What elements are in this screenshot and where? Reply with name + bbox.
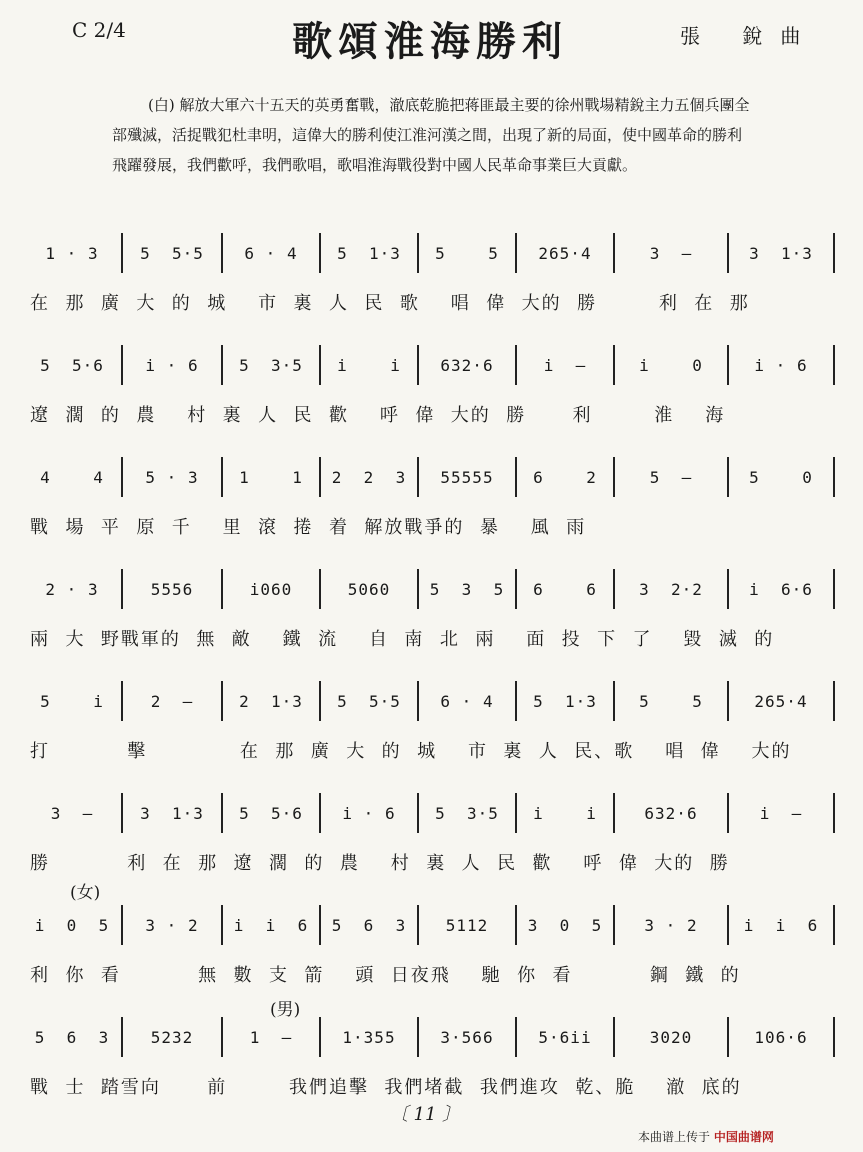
measure (732, 457, 830, 497)
page-number: 〔 11 〕 (389, 1104, 461, 1125)
barline (417, 793, 419, 833)
measure-notes: 265·4 (754, 691, 808, 711)
voice-label-female: (女) (70, 883, 101, 903)
footer (638, 1128, 774, 1145)
intro-text: (白) 解放大軍六十五天的英勇奮戰，澈底乾脆把蒋匪最主要的徐州戰場精銳主力五個兵團全部殲滅，活捉戰犯杜聿明，這偉大的勝利使江淮河漢之間，出現了新的局面，使中國革命的勝利飛躍發展，我們歡呼，我們歌唱，歌唱淮海戰役對中國人民革命事業巨大貢獻。 (112, 96, 750, 174)
measure (26, 569, 118, 609)
measure-notes: 265·4 (538, 243, 592, 263)
measure (520, 457, 610, 497)
measure-notes: 5 5·6 (40, 355, 104, 375)
measure (422, 793, 512, 833)
barline (515, 681, 517, 721)
barline (727, 569, 729, 609)
barline (727, 1017, 729, 1057)
measure-notes: i i 6 (233, 915, 309, 935)
key-signature: C 2/4 (72, 18, 126, 42)
barline (613, 905, 615, 945)
barline (417, 233, 419, 273)
measure-notes: 5 3·5 (435, 803, 499, 823)
barline (613, 233, 615, 273)
measure-notes: 5 6 3 (34, 1027, 110, 1047)
barline (121, 793, 123, 833)
barline (613, 793, 615, 833)
measure (26, 457, 118, 497)
barline (221, 793, 223, 833)
measure (520, 1017, 610, 1057)
lyrics-line: 戰 場 平 原 千 里 滾 捲 着 解放戰爭的 暴 風 雨 (30, 517, 587, 538)
barline (613, 569, 615, 609)
barline (319, 345, 321, 385)
page-title: 歌頌淮海勝利 (292, 18, 568, 65)
measure-notes: 6 6 (533, 579, 597, 599)
measure-notes: i 0 (639, 355, 703, 375)
barline (613, 457, 615, 497)
footer-brand: 中国曲谱网 (713, 1130, 774, 1144)
barline (515, 569, 517, 609)
barline (515, 1017, 517, 1057)
measure-notes: 5 5 (639, 691, 703, 711)
measure-notes: 5 3·5 (239, 355, 303, 375)
measure (618, 233, 724, 273)
barline (833, 905, 835, 945)
measure (226, 569, 316, 609)
measure (26, 905, 118, 945)
measure-notes: i · 6 (145, 355, 199, 375)
measure (324, 1017, 414, 1057)
barline (515, 905, 517, 945)
barline (515, 457, 517, 497)
measure-notes: i060 (249, 579, 293, 599)
barline (613, 681, 615, 721)
barline (727, 905, 729, 945)
barline (319, 233, 321, 273)
measure-notes: 3020 (649, 1027, 693, 1047)
measure (422, 569, 512, 609)
measure-notes: 3 · 2 (145, 915, 199, 935)
barline (515, 793, 517, 833)
barline (121, 457, 123, 497)
measure (618, 905, 724, 945)
lyrics-line: 在 那 廣 大 的 城 市 裏 人 民 歌 唱 偉 大的 勝 利 在 那 (30, 293, 750, 314)
measure (324, 457, 414, 497)
measure (226, 793, 316, 833)
barline (727, 345, 729, 385)
measure-notes: 3 1·3 (749, 243, 813, 263)
measure (324, 569, 414, 609)
measure (618, 457, 724, 497)
measure-notes: 55555 (440, 467, 494, 487)
measure-notes: 6 2 (533, 467, 597, 487)
barline (833, 1017, 835, 1057)
measure (126, 793, 218, 833)
measure (520, 345, 610, 385)
measure (126, 345, 218, 385)
measure (126, 905, 218, 945)
barline (515, 233, 517, 273)
barline (515, 345, 517, 385)
barline (221, 681, 223, 721)
measure-notes: 5 i (40, 691, 104, 711)
barline (121, 681, 123, 721)
measure-notes: 5 1·3 (337, 243, 401, 263)
measure-notes: 3 — (649, 243, 693, 263)
barline (319, 457, 321, 497)
barline (221, 905, 223, 945)
barline (121, 345, 123, 385)
measure-notes: 1 1 (239, 467, 303, 487)
measure (732, 905, 830, 945)
measure-notes: 5 5·6 (239, 803, 303, 823)
measure-notes: 5 5·5 (337, 691, 401, 711)
measure (732, 681, 830, 721)
measure-notes: 106·6 (754, 1027, 808, 1047)
measure-notes: 4 4 (40, 467, 104, 487)
notes-line (22, 793, 834, 833)
lyrics-line: 勝 利 在 那 遼 濶 的 農 村 裏 人 民 歡 呼 偉 大的 勝 (30, 853, 730, 874)
barline (833, 681, 835, 721)
measure (520, 569, 610, 609)
measure-notes: i · 6 (342, 803, 396, 823)
barline (727, 793, 729, 833)
measure (520, 793, 610, 833)
barline (221, 569, 223, 609)
measure (520, 905, 610, 945)
barline (319, 569, 321, 609)
measure-notes: 1 · 3 (45, 243, 99, 263)
barline (121, 905, 123, 945)
notes-line (22, 681, 834, 721)
measure (618, 793, 724, 833)
barline (221, 345, 223, 385)
measure (422, 1017, 512, 1057)
measure (422, 905, 512, 945)
measure (324, 345, 414, 385)
barline (833, 233, 835, 273)
measure (618, 681, 724, 721)
notes-line (22, 457, 834, 497)
notes-line (22, 905, 834, 945)
measure-notes: i i 6 (743, 915, 819, 935)
barline (833, 793, 835, 833)
barline (727, 681, 729, 721)
measure (126, 681, 218, 721)
measure (422, 233, 512, 273)
measure (422, 681, 512, 721)
lyrics-line: 利 你 看 無 數 支 箭 頭 日夜飛 馳 你 看 鋼 鐵 的 (30, 965, 741, 986)
measure-notes: 5 · 3 (145, 467, 199, 487)
lyrics-line: 兩 大 野戰軍的 無 敵 鐵 流 自 南 北 兩 面 投 下 了 毀 滅 的 (30, 629, 775, 650)
measure (618, 1017, 724, 1057)
measure (126, 233, 218, 273)
measure (618, 569, 724, 609)
barline (319, 681, 321, 721)
notes-line (22, 345, 834, 385)
measure (226, 905, 316, 945)
measure (324, 681, 414, 721)
measure (26, 793, 118, 833)
measure-notes: 3·566 (440, 1027, 494, 1047)
barline (613, 345, 615, 385)
measure-notes: 5 5·5 (140, 243, 204, 263)
barline (417, 905, 419, 945)
measure (126, 569, 218, 609)
barline (121, 569, 123, 609)
lyrics-line: 遼 濶 的 農 村 裏 人 民 歡 呼 偉 大的 勝 利 淮 海 (30, 405, 726, 426)
measure-notes: 632·6 (440, 355, 494, 375)
measure-notes: 3 — (50, 803, 94, 823)
measure-notes: i 0 5 (34, 915, 110, 935)
barline (833, 457, 835, 497)
measure-notes: 5112 (445, 915, 489, 935)
measure-notes: 632·6 (644, 803, 698, 823)
measure (732, 233, 830, 273)
measure-notes: 2 2 3 (331, 467, 407, 487)
measure-notes: 5 1·3 (533, 691, 597, 711)
barline (121, 1017, 123, 1057)
lyrics-line: 戰 士 踏雪向 前 我們追擊 我們堵截 我們進攻 乾、脆 澈 底的 (30, 1077, 742, 1098)
measure-notes: 6 · 4 (440, 691, 494, 711)
measure-notes: 5 — (649, 467, 693, 487)
measure (732, 793, 830, 833)
measure-notes: 5060 (347, 579, 391, 599)
measure-notes: 6 · 4 (244, 243, 298, 263)
measure (26, 681, 118, 721)
measure (732, 345, 830, 385)
measure-notes: 1·355 (342, 1027, 396, 1047)
barline (833, 345, 835, 385)
measure (422, 457, 512, 497)
measure-notes: 5 0 (749, 467, 813, 487)
measure-notes: i · 6 (754, 355, 808, 375)
barline (417, 1017, 419, 1057)
measure-notes: i i (337, 355, 401, 375)
measure (324, 793, 414, 833)
barline (727, 233, 729, 273)
measure (126, 1017, 218, 1057)
measure-notes: 5 5 (435, 243, 499, 263)
measure (324, 233, 414, 273)
measure (226, 681, 316, 721)
barline (833, 569, 835, 609)
measure (226, 457, 316, 497)
measure-notes: 3 2·2 (639, 579, 703, 599)
measure-notes: i — (759, 803, 803, 823)
measure-notes: i 6·6 (749, 579, 813, 599)
measure-notes: 1 — (249, 1027, 293, 1047)
barline (319, 793, 321, 833)
measure (126, 457, 218, 497)
notes-line (22, 1017, 834, 1057)
measure-notes: 3 1·3 (140, 803, 204, 823)
measure-notes: 3 · 2 (644, 915, 698, 935)
measure-notes: 5 3 5 (429, 579, 505, 599)
barline (417, 681, 419, 721)
barline (417, 345, 419, 385)
barline (319, 905, 321, 945)
measure (226, 233, 316, 273)
lyrics-line: 打 擊 在 那 廣 大 的 城 市 裏 人 民、歌 唱 偉 大的 (30, 741, 792, 762)
measure-notes: 2 1·3 (239, 691, 303, 711)
measure (26, 345, 118, 385)
footer-text: 本曲谱上传于 (638, 1130, 711, 1144)
composer: 張 銳曲 (680, 24, 819, 48)
notes-line (22, 569, 834, 609)
barline (221, 1017, 223, 1057)
barline (727, 457, 729, 497)
barline (221, 233, 223, 273)
voice-label-male: (男) (270, 1000, 301, 1020)
barline (319, 1017, 321, 1057)
measure-notes: 3 0 5 (527, 915, 603, 935)
barline (613, 1017, 615, 1057)
measure (324, 905, 414, 945)
notes-line (22, 233, 834, 273)
measure (520, 233, 610, 273)
measure-notes: 5 6 3 (331, 915, 407, 935)
measure-notes: i — (543, 355, 587, 375)
barline (417, 457, 419, 497)
measure (26, 1017, 118, 1057)
measure-notes: 5·6ii (538, 1027, 592, 1047)
measure (422, 345, 512, 385)
barline (121, 233, 123, 273)
measure-notes: 5232 (150, 1027, 194, 1047)
measure-notes: 2 · 3 (45, 579, 99, 599)
measure (226, 1017, 316, 1057)
barline (417, 569, 419, 609)
measure (732, 1017, 830, 1057)
measure-notes: 5556 (150, 579, 194, 599)
measure (732, 569, 830, 609)
measure-notes: i i (533, 803, 597, 823)
barline (221, 457, 223, 497)
measure (26, 233, 118, 273)
measure-notes: 2 — (150, 691, 194, 711)
measure (520, 681, 610, 721)
measure (226, 345, 316, 385)
measure (618, 345, 724, 385)
